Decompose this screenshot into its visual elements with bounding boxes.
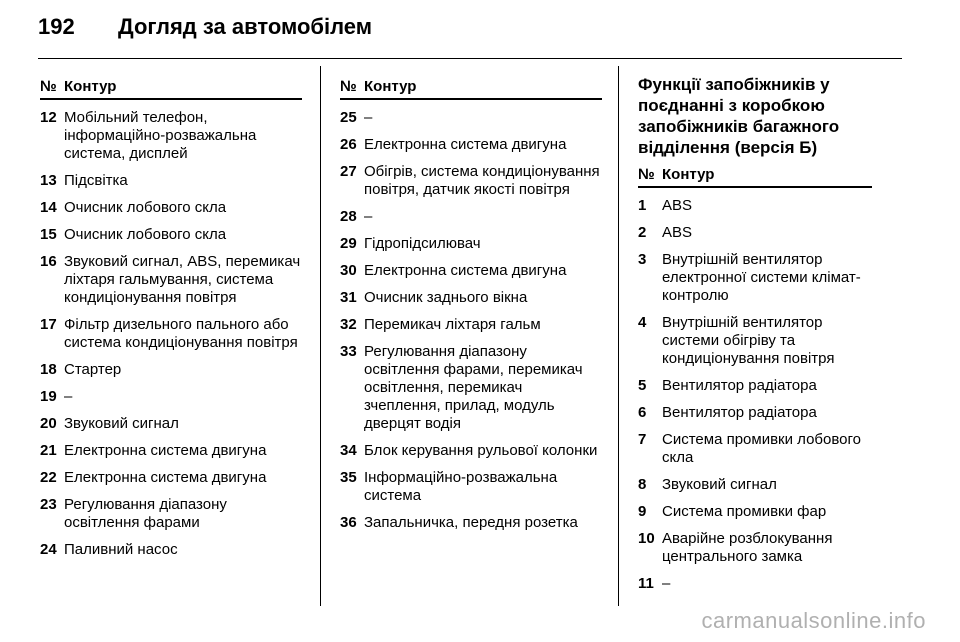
table-row bbox=[340, 208, 602, 226]
table-row bbox=[638, 377, 872, 395]
fuse-table-3 bbox=[638, 75, 872, 602]
fuse-circuit: Інформаційно-розважальна система bbox=[364, 469, 558, 504]
fuse-number: 11 bbox=[638, 575, 654, 592]
table-row bbox=[340, 316, 602, 334]
fuse-circuit: Електронна система двигуна bbox=[364, 262, 567, 279]
fuse-circuit: Очисник заднього вікна bbox=[364, 289, 528, 306]
table-row bbox=[340, 442, 602, 460]
table-row bbox=[340, 163, 602, 199]
fuse-number: 30 bbox=[340, 262, 357, 279]
table-row bbox=[638, 224, 872, 242]
fuse-number: 31 bbox=[340, 289, 357, 306]
fuse-number: 13 bbox=[40, 172, 57, 189]
fuse-number: 20 bbox=[40, 415, 57, 432]
table-row bbox=[638, 314, 872, 368]
fuse-circuit: Стартер bbox=[64, 361, 122, 378]
fuse-number: 10 bbox=[638, 530, 655, 547]
fuse-number: 12 bbox=[40, 109, 57, 126]
fuse-number: 19 bbox=[40, 388, 57, 405]
table-row bbox=[638, 431, 872, 467]
fuse-circuit: Звуковий сигнал bbox=[662, 476, 777, 493]
fuse-circuit: Система промивки лобового скла bbox=[662, 431, 861, 466]
table-header bbox=[40, 78, 302, 100]
fuse-circuit: Звуковий сигнал, ABS, перемикач ліхтаря гальмування, система кондиціонування повітря bbox=[64, 253, 301, 306]
fuse-number: 26 bbox=[340, 136, 357, 153]
header-divider bbox=[38, 58, 902, 59]
table-row bbox=[40, 109, 302, 163]
fuse-number: 16 bbox=[40, 253, 57, 270]
fuse-circuit: Обігрів, система кондиціонування повітря, датчик якості повітря bbox=[364, 163, 600, 198]
fuse-circuit: Підсвітка bbox=[64, 172, 128, 189]
fuse-circuit: Вентилятор радіатора bbox=[662, 404, 817, 421]
table-body bbox=[340, 109, 602, 532]
table-row bbox=[638, 251, 872, 305]
fuse-number: 2 bbox=[638, 224, 647, 241]
fuse-circuit: Електронна система двигуна bbox=[64, 442, 267, 459]
column-header-circuit: Контур bbox=[64, 78, 117, 95]
table-row bbox=[340, 289, 602, 307]
page-title: Догляд за автомобілем bbox=[118, 14, 373, 39]
table-row bbox=[40, 415, 302, 433]
fuse-circuit: ABS bbox=[662, 197, 693, 214]
table-header bbox=[638, 166, 872, 188]
table-row bbox=[340, 343, 602, 433]
fuse-number: 28 bbox=[340, 208, 357, 225]
fuse-number: 8 bbox=[638, 476, 647, 493]
fuse-circuit: Мобільний телефон, інформаційно-розважальна система, дисплей bbox=[64, 109, 257, 162]
fuse-circuit: Гідропідсилювач bbox=[364, 235, 481, 252]
fuse-number: 9 bbox=[638, 503, 647, 520]
fuse-number: 6 bbox=[638, 404, 647, 421]
fuse-circuit: Перемикач ліхтаря гальм bbox=[364, 316, 541, 333]
fuse-circuit: – bbox=[364, 109, 373, 126]
column-header-number: № bbox=[340, 78, 357, 95]
table-row bbox=[40, 316, 302, 352]
fuse-number: 23 bbox=[40, 496, 57, 513]
fuse-number: 1 bbox=[638, 197, 647, 214]
table-row bbox=[638, 476, 872, 494]
fuse-circuit: Паливний насос bbox=[64, 541, 178, 558]
fuse-number: 35 bbox=[340, 469, 357, 486]
fuse-circuit: Електронна система двигуна bbox=[364, 136, 567, 153]
column-header-number: № bbox=[638, 166, 655, 183]
column-header-circuit: Контур bbox=[364, 78, 417, 95]
table-row bbox=[340, 235, 602, 253]
fuse-number: 7 bbox=[638, 431, 647, 448]
table-row bbox=[40, 199, 302, 217]
table-row bbox=[40, 361, 302, 379]
fuse-number: 34 bbox=[340, 442, 357, 459]
table-row bbox=[340, 109, 602, 127]
fuse-number: 22 bbox=[40, 469, 57, 486]
fuse-circuit: Звуковий сигнал bbox=[64, 415, 179, 432]
fuse-circuit: – bbox=[364, 208, 373, 225]
fuse-number: 5 bbox=[638, 377, 647, 394]
page-header bbox=[38, 14, 372, 40]
column-header-number: № bbox=[40, 78, 57, 95]
fuse-table-1 bbox=[40, 78, 302, 568]
table-row bbox=[638, 197, 872, 215]
fuse-circuit: Фільтр дизельного пального або система кондиціонування повітря bbox=[64, 316, 298, 351]
fuse-circuit: – bbox=[64, 388, 73, 405]
fuse-number: 27 bbox=[340, 163, 357, 180]
fuse-table-2 bbox=[340, 78, 602, 541]
fuse-number: 3 bbox=[638, 251, 647, 268]
fuse-circuit: Очисник лобового скла bbox=[64, 199, 227, 216]
fuse-number: 18 bbox=[40, 361, 57, 378]
table-row bbox=[40, 442, 302, 460]
table-body bbox=[638, 197, 872, 593]
table-row bbox=[40, 172, 302, 190]
page-number: 192 bbox=[38, 14, 75, 39]
fuse-circuit: Система промивки фар bbox=[662, 503, 827, 520]
fuse-number: 36 bbox=[340, 514, 357, 531]
table-row bbox=[340, 262, 602, 280]
table-row bbox=[40, 469, 302, 487]
fuse-number: 4 bbox=[638, 314, 647, 331]
table-body bbox=[40, 109, 302, 559]
fuse-number: 33 bbox=[340, 343, 357, 360]
fuse-number: 32 bbox=[340, 316, 357, 333]
table-row bbox=[40, 226, 302, 244]
fuse-circuit: Регулювання діапазону освітлення фарами bbox=[64, 496, 227, 531]
table-row bbox=[638, 575, 872, 593]
table-row bbox=[340, 514, 602, 532]
fuse-circuit: Запальничка, передня розетка bbox=[364, 514, 578, 531]
fuse-number: 21 bbox=[40, 442, 57, 459]
fuse-circuit: Очисник лобового скла bbox=[64, 226, 227, 243]
column-divider-1 bbox=[320, 66, 321, 606]
fuse-number: 24 bbox=[40, 541, 57, 558]
column-divider-2 bbox=[618, 66, 619, 606]
fuse-circuit: Електронна система двигуна bbox=[64, 469, 267, 486]
table-row bbox=[638, 503, 872, 521]
fuse-number: 17 bbox=[40, 316, 57, 333]
table-row bbox=[40, 541, 302, 559]
fuse-circuit: Вентилятор радіатора bbox=[662, 377, 817, 394]
table-row bbox=[40, 388, 302, 406]
fuse-circuit: Внутрішній вентилятор системи обігріву та кондиціонування повітря bbox=[662, 314, 835, 367]
fuse-number: 25 bbox=[340, 109, 357, 126]
table-row bbox=[40, 253, 302, 307]
fuse-number: 15 bbox=[40, 226, 57, 243]
watermark: carmanualsonline.info bbox=[701, 608, 926, 633]
table-row bbox=[638, 530, 872, 566]
table-row bbox=[40, 496, 302, 532]
table-header bbox=[340, 78, 602, 100]
table-row bbox=[340, 469, 602, 505]
fuse-circuit: Блок керування рульової колонки bbox=[364, 442, 598, 459]
section-title: Функції запобіжників у поєднанні з коробкою запобіжників багажного відділення (версія Б) bbox=[638, 75, 840, 157]
fuse-circuit: Регулювання діапазону освітлення фарами, перемикач освітлення, перемикач зчеплення, прилад, модуль дверцят водія bbox=[364, 343, 583, 432]
fuse-circuit: Аварійне розблокування центрального замка bbox=[662, 530, 833, 565]
fuse-circuit: ABS bbox=[662, 224, 693, 241]
fuse-number: 14 bbox=[40, 199, 57, 216]
column-header-circuit: Контур bbox=[662, 166, 715, 183]
table-row bbox=[340, 136, 602, 154]
fuse-circuit: Внутрішній вентилятор електронної системи клімат-контролю bbox=[662, 251, 861, 304]
fuse-number: 29 bbox=[340, 235, 357, 252]
fuse-circuit: – bbox=[662, 575, 671, 592]
table-row bbox=[638, 404, 872, 422]
